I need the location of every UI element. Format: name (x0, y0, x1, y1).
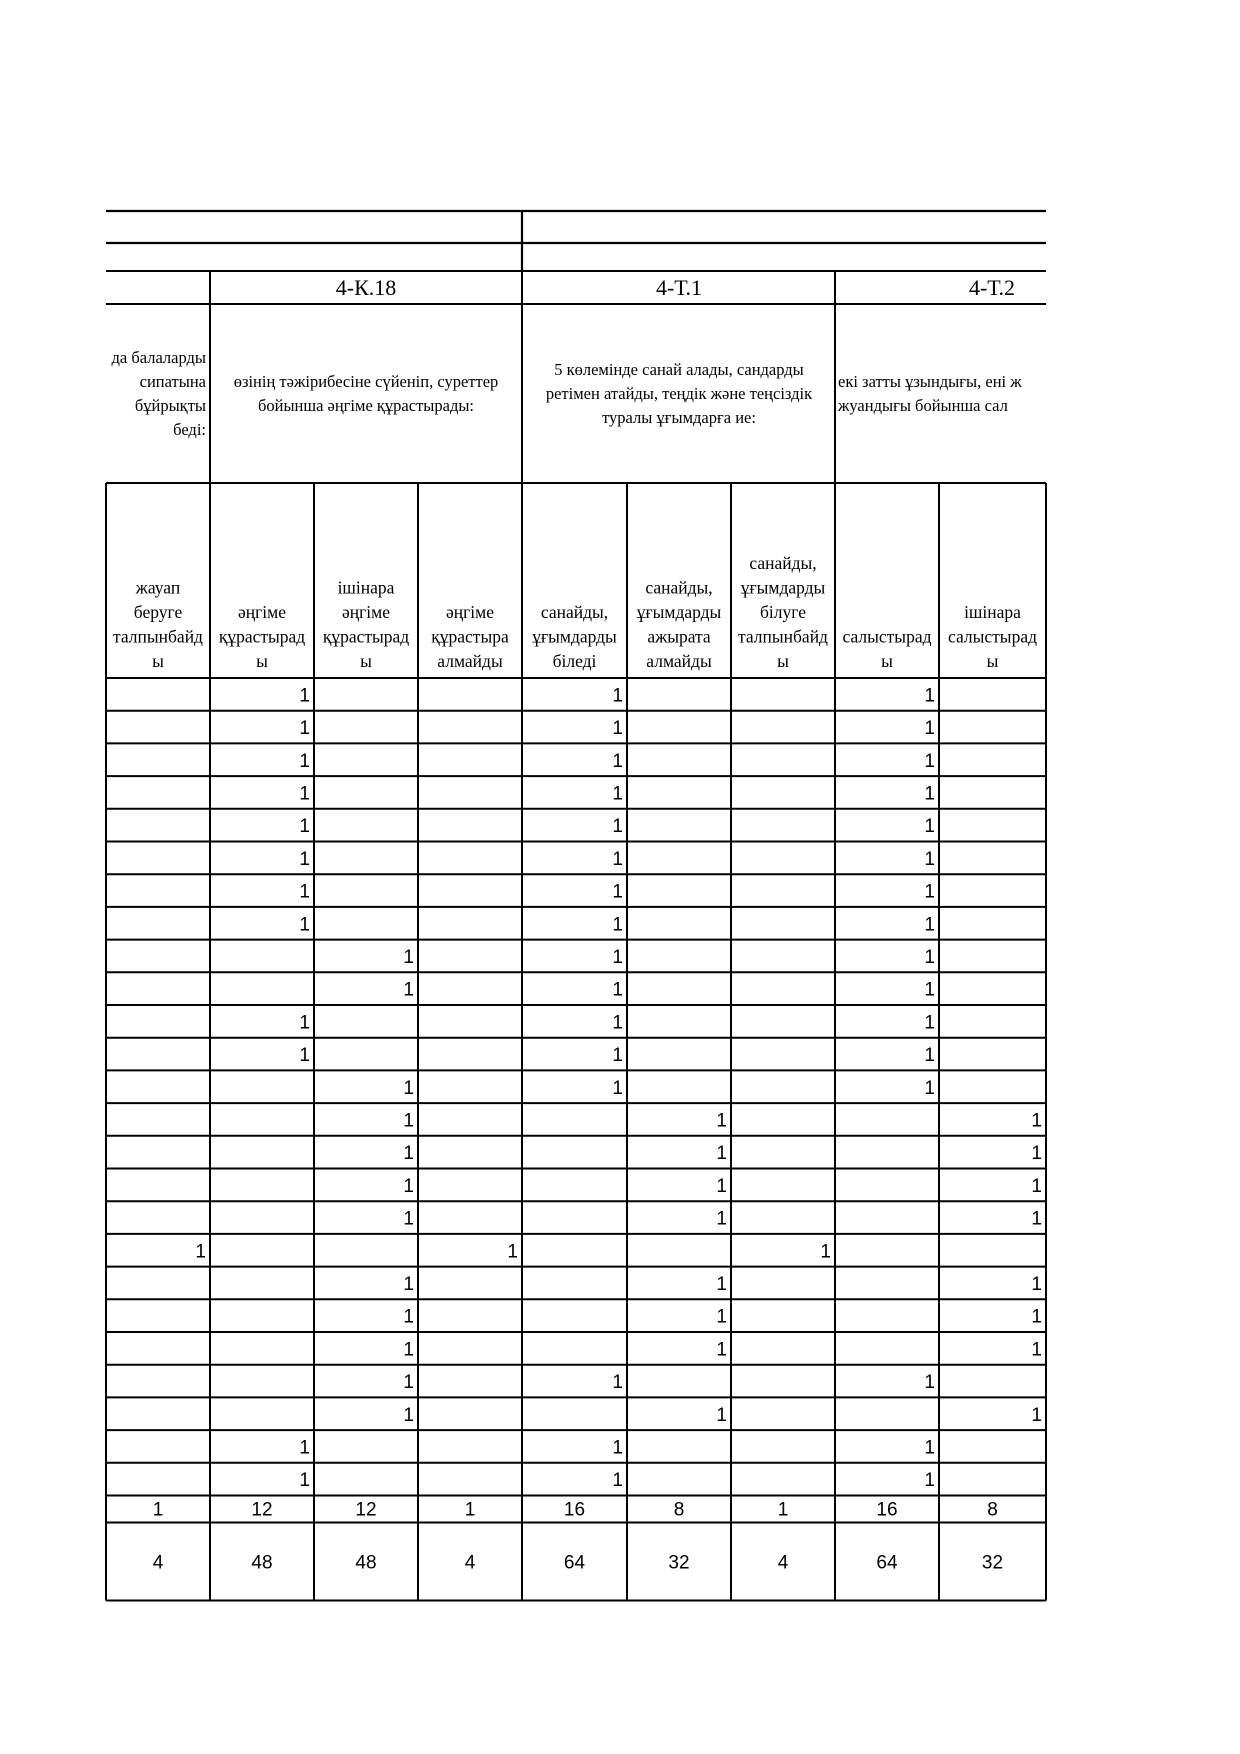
table-cell: 1 (403, 1273, 414, 1295)
column-header-line: талпынбайд (738, 626, 828, 647)
table-cell: 1 (924, 848, 935, 870)
column-header-line: құрастырад (218, 626, 306, 647)
total-cell: 8 (673, 1499, 685, 1521)
percent-cell: 48 (251, 1552, 273, 1574)
column-header-line: ы (881, 651, 893, 671)
table-cell: 1 (612, 979, 623, 1001)
percent-cell: 64 (563, 1552, 586, 1574)
table-cell: 1 (299, 718, 310, 740)
group-description-line: туралы ұғымдарға ие: (602, 408, 756, 427)
group-description-line: сипатына (139, 372, 206, 391)
column-header-line: санайды, (749, 553, 817, 573)
percent-cell: 4 (464, 1552, 476, 1574)
group-description-line: бойынша әңгіме құрастырады: (257, 396, 475, 415)
table-cell: 1 (195, 1241, 206, 1263)
group-code: 4-К.18 (335, 275, 397, 300)
title-rows (106, 211, 1046, 271)
column-header-line: алмайды (437, 651, 503, 671)
total-cell: 12 (251, 1499, 273, 1521)
table-cell: 1 (612, 685, 623, 707)
table-cell: 1 (924, 1372, 935, 1394)
group-descriptions (112, 348, 1023, 439)
column-header-line: әңгіме (341, 602, 391, 622)
group-description-line: 5 көлемінде санай алады, сандарды (554, 360, 804, 379)
column-header-line: құрастырад (322, 626, 410, 647)
table-cell: 1 (1031, 1404, 1042, 1426)
column-header-line: әңгіме (445, 602, 495, 622)
table-cell: 1 (612, 1045, 623, 1067)
table-cell: 1 (924, 750, 935, 772)
table-cell: 1 (299, 685, 310, 707)
column-header-line: ажырата (647, 626, 711, 647)
percent-cell: 4 (152, 1552, 164, 1574)
group-description-line: беді: (173, 420, 206, 439)
group-description-line: екі затты ұзындығы, ені ж (838, 372, 1022, 391)
table-cell: 1 (403, 1110, 414, 1132)
table-cell: 1 (1031, 1339, 1042, 1361)
column-header-line: ы (256, 651, 268, 671)
column-header-line: ы (986, 651, 999, 671)
table-cell: 1 (507, 1241, 518, 1263)
table-body (153, 685, 1042, 1573)
table-cell: 1 (924, 1437, 935, 1459)
table-cell: 1 (612, 946, 623, 968)
total-cell: 16 (563, 1499, 586, 1521)
table-cell: 1 (820, 1241, 831, 1263)
table-cell: 1 (299, 1045, 310, 1067)
column-header-line: салыстырад (842, 626, 932, 647)
column-header-line: ұғымдарды (532, 626, 617, 647)
table-cell: 1 (403, 1143, 414, 1165)
table-cell: 1 (612, 783, 623, 805)
table-cell: 1 (716, 1208, 727, 1230)
table-cell: 1 (1031, 1110, 1042, 1132)
table-cell: 1 (299, 1012, 310, 1034)
column-header-line: білуге (760, 602, 806, 622)
column-header-line: жауап (135, 577, 181, 598)
total-cell: 1 (777, 1499, 789, 1521)
table-grid (106, 271, 1046, 1601)
table-cell: 1 (924, 1012, 935, 1034)
column-header-line: ы (360, 651, 372, 671)
table-cell: 1 (612, 816, 623, 838)
table-cell: 1 (1031, 1273, 1042, 1295)
table-cell: 1 (299, 881, 310, 903)
table-cell: 1 (403, 946, 414, 968)
column-header-line: ұғымдарды (740, 577, 826, 598)
table-cell: 1 (403, 1208, 414, 1230)
group-codes (336, 275, 1015, 300)
column-header-line: ішінара (964, 602, 1021, 622)
table-cell: 1 (403, 1339, 414, 1361)
table-cell: 1 (716, 1143, 727, 1165)
table-cell: 1 (716, 1339, 727, 1361)
column-header-line: алмайды (646, 651, 712, 671)
percent-cell: 64 (876, 1552, 898, 1574)
total-cell: 1 (152, 1499, 164, 1521)
table-cell: 1 (924, 718, 935, 740)
table-cell: 1 (612, 914, 623, 936)
table-cell: 1 (612, 750, 623, 772)
group-code: 4-Т.1 (655, 275, 703, 300)
column-header-line: әңгіме (237, 602, 287, 622)
table-cell: 1 (299, 1470, 310, 1492)
column-header-line: ішінара (337, 577, 395, 598)
column-header-line: ы (777, 651, 789, 671)
column-header-line: құрастыра (431, 626, 509, 647)
table-cell: 1 (924, 1077, 935, 1099)
table-cell: 1 (612, 1077, 623, 1099)
table-cell: 1 (612, 1470, 623, 1492)
column-header-line: беруге (133, 602, 183, 622)
total-cell: 1 (464, 1499, 476, 1521)
table-cell: 1 (403, 1306, 414, 1328)
table-cell: 1 (299, 914, 310, 936)
column-header-line: санайды, (645, 577, 713, 598)
group-description-line: ретімен атайды, теңдік және теңсіздік (545, 384, 813, 403)
column-header-line: ы (152, 651, 164, 671)
table-cell: 1 (612, 881, 623, 903)
table-cell: 1 (1031, 1175, 1042, 1197)
table-cell: 1 (924, 1470, 935, 1492)
group-description-line: да балаларды (111, 348, 206, 367)
total-cell: 8 (987, 1499, 998, 1521)
table-cell: 1 (924, 1045, 935, 1067)
column-header-line: біледі (552, 651, 597, 671)
table-cell: 1 (612, 1372, 623, 1394)
group-description-line: жуандығы бойынша сал (838, 396, 1008, 415)
total-cell: 16 (876, 1499, 898, 1521)
group-description-line: өзінің тәжірибесіне сүйеніп, суреттер (233, 372, 499, 391)
table-cell: 1 (299, 848, 310, 870)
group-description-line: бұйрықты (134, 396, 206, 415)
column-header-line: салыстырад (948, 626, 1037, 647)
table-cell: 1 (924, 979, 935, 1001)
table-cell: 1 (924, 946, 935, 968)
table-cell: 1 (1031, 1208, 1042, 1230)
table-cell: 1 (716, 1110, 727, 1132)
total-cell: 12 (355, 1499, 377, 1521)
column-headers (113, 553, 1037, 671)
table-cell: 1 (924, 816, 935, 838)
table-cell: 1 (716, 1404, 727, 1426)
table-cell: 1 (924, 783, 935, 805)
table-cell: 1 (716, 1273, 727, 1295)
table-cell: 1 (1031, 1143, 1042, 1165)
column-header-line: талпынбайд (113, 626, 203, 647)
table-cell: 1 (612, 718, 623, 740)
percent-cell: 4 (777, 1552, 789, 1574)
table-cell: 1 (716, 1175, 727, 1197)
percent-cell: 32 (981, 1552, 1004, 1574)
percent-cell: 48 (355, 1552, 377, 1574)
table-cell: 1 (1031, 1306, 1042, 1328)
table-cell: 1 (299, 816, 310, 838)
table-cell: 1 (299, 1437, 310, 1459)
table-cell: 1 (716, 1306, 727, 1328)
table-cell: 1 (403, 1372, 414, 1394)
table-cell: 1 (403, 979, 414, 1001)
table-cell: 1 (612, 1012, 623, 1034)
table-cell: 1 (403, 1077, 414, 1099)
table-cell: 1 (403, 1175, 414, 1197)
table-cell: 1 (924, 881, 935, 903)
percent-cell: 32 (668, 1552, 690, 1574)
table-cell: 1 (612, 848, 623, 870)
column-header-line: санайды, (540, 602, 609, 622)
table-cell: 1 (403, 1404, 414, 1426)
column-header-line: ұғымдарды (636, 602, 722, 622)
table-cell: 1 (299, 750, 310, 772)
group-code: 4-Т.2 (968, 275, 1016, 300)
table-cell: 1 (924, 914, 935, 936)
table-cell: 1 (612, 1437, 623, 1459)
table-cell: 1 (924, 685, 935, 707)
table-cell: 1 (299, 783, 310, 805)
